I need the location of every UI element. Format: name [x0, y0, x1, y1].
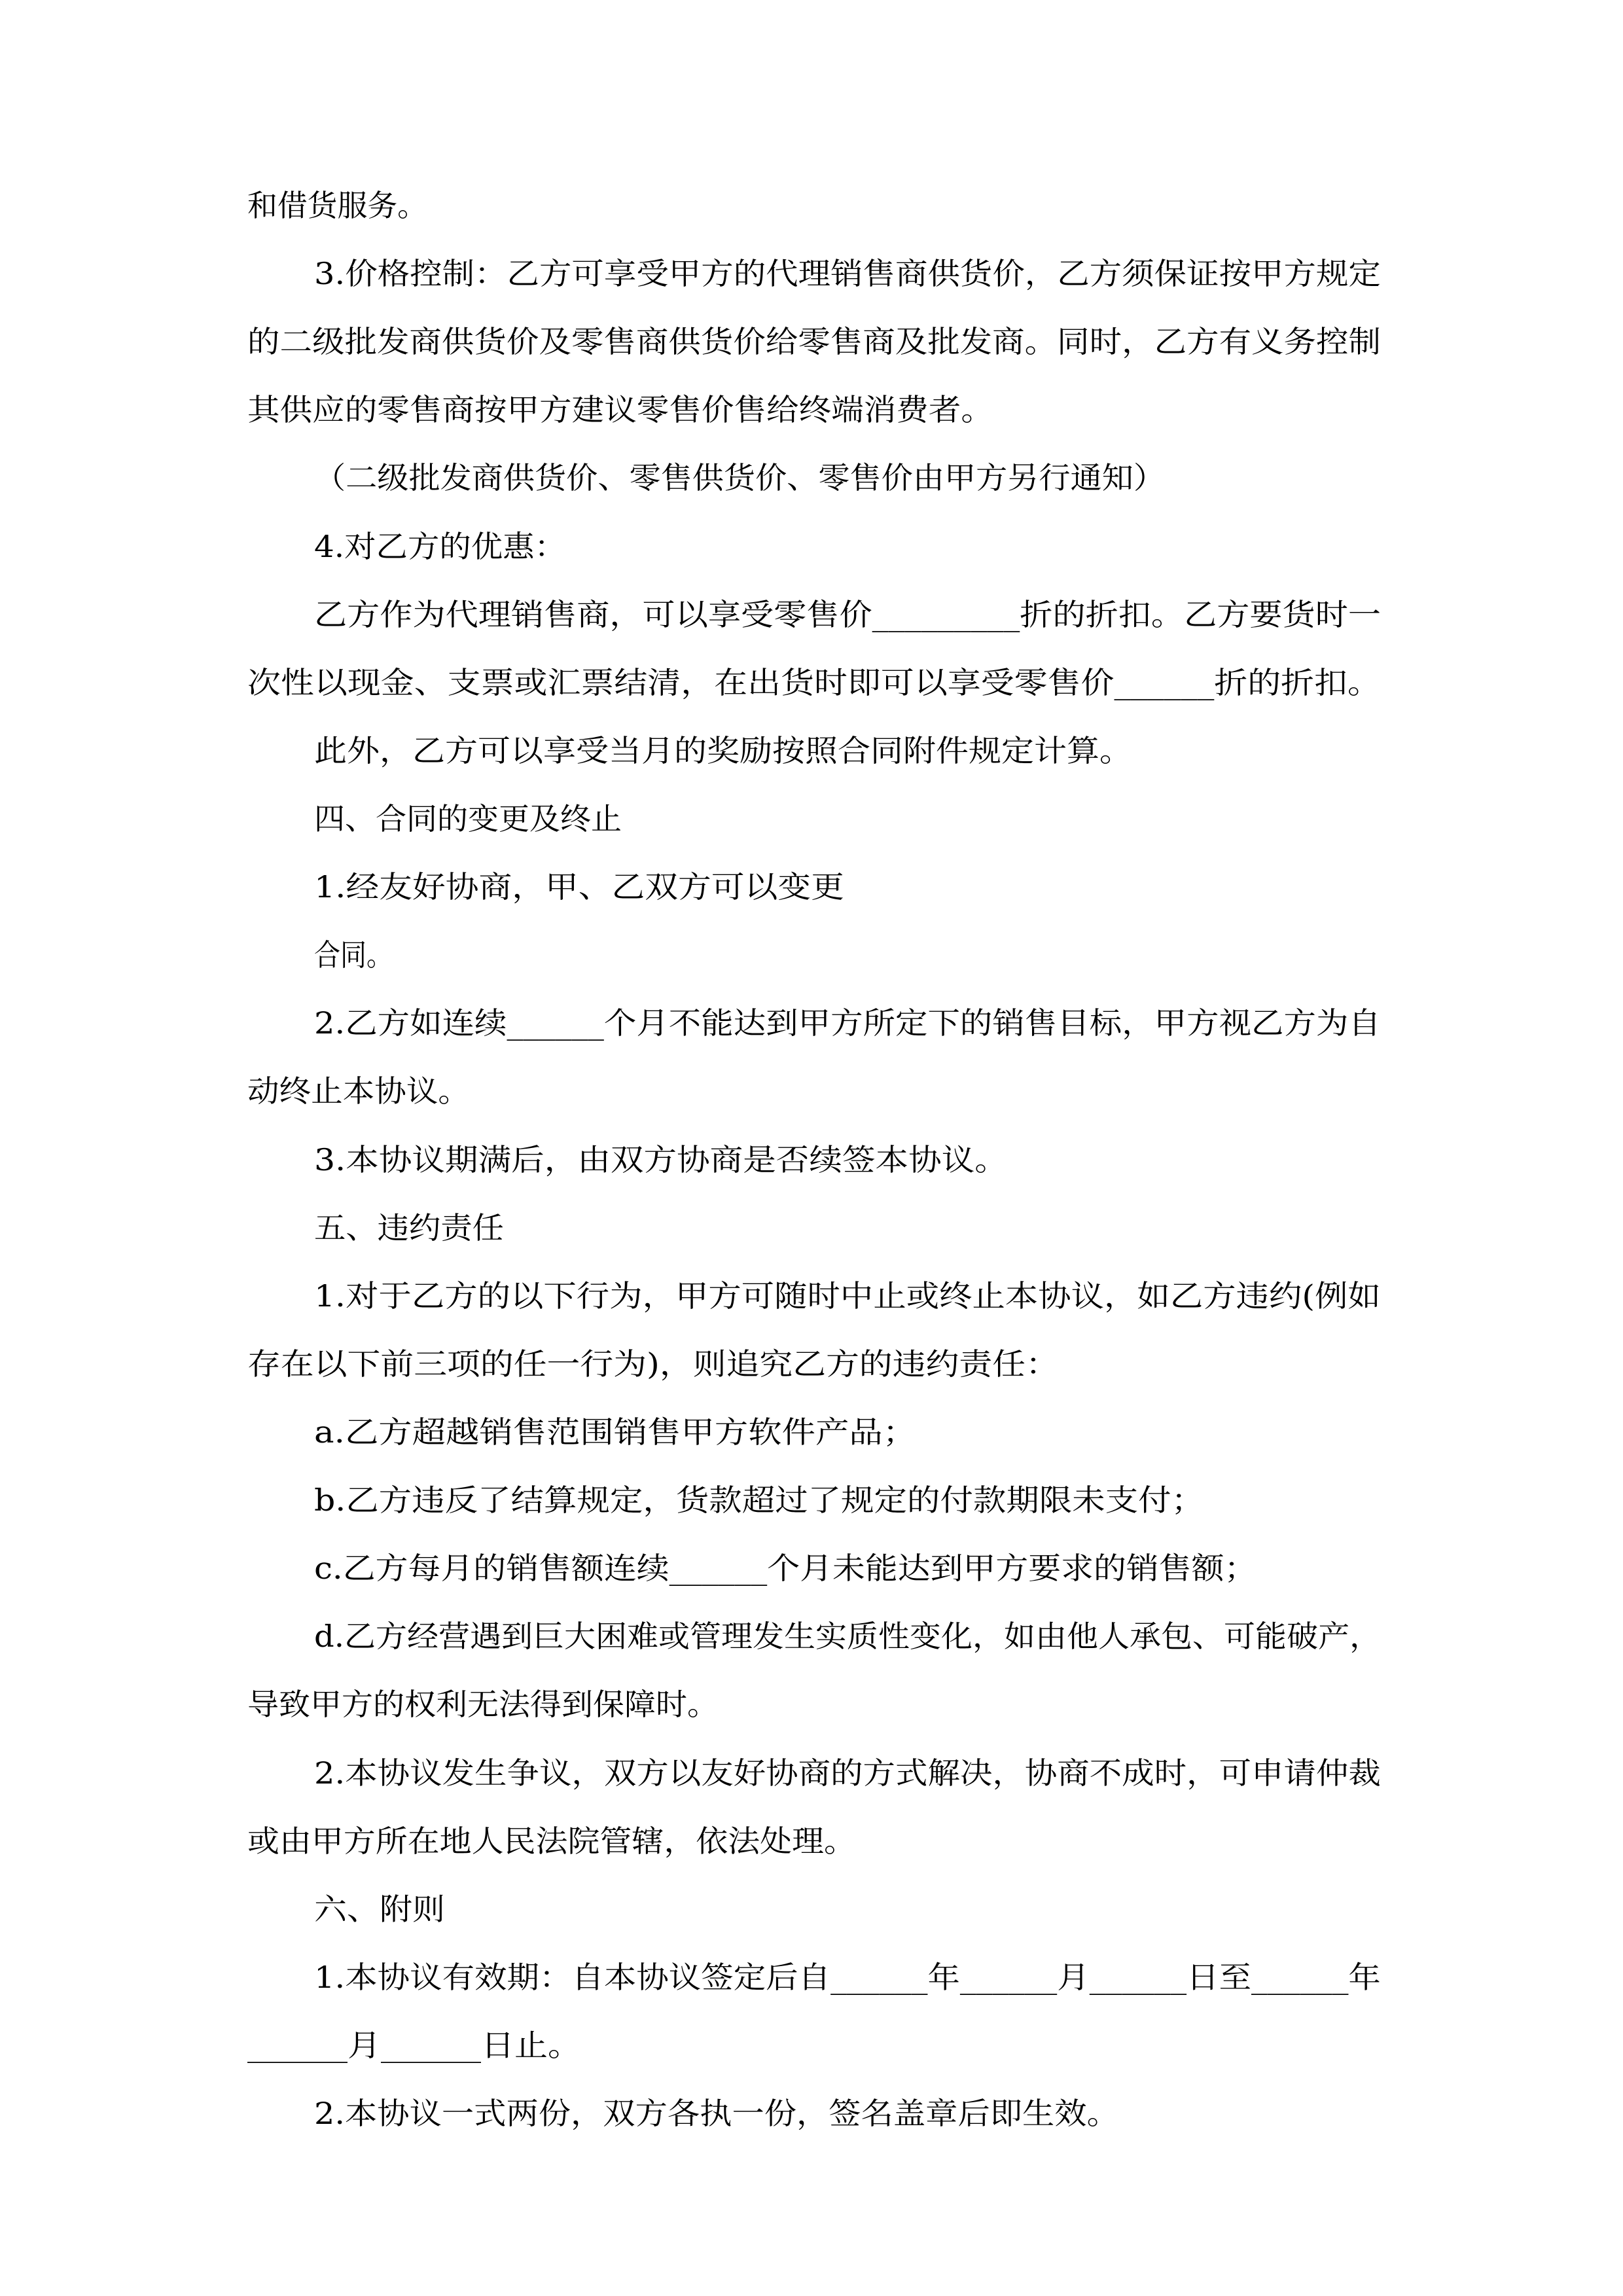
text-line: 4.对乙方的优惠： — [314, 529, 566, 564]
text-line: 合同。 — [314, 937, 393, 973]
text-line: 2.乙方如连续______个月不能达到甲方所定下的销售目标，甲方视乙方为自 — [314, 1005, 1381, 1041]
text-line: c.乙方每月的销售额连续______个月未能达到甲方要求的销售额； — [314, 1551, 1257, 1586]
text-line: d.乙方经营遇到巨大困难或管理发生实质性变化，如由他人承包、可能破产， — [314, 1619, 1382, 1654]
text-line: 导致甲方的权利无法得到保障时。 — [247, 1687, 719, 1722]
text-line: 乙方作为代理销售商，可以享受零售价_________折的折扣。乙方要货时一 — [314, 597, 1381, 632]
text-line: 动终止本协议。 — [247, 1073, 470, 1109]
text-line: 存在以下前三项的任一行为)，则追究乙方的违约责任： — [247, 1346, 1059, 1382]
text-line: ______月______日止。 — [247, 2028, 581, 2063]
text-line: 或由甲方所在地人民法院管辖，依法处理。 — [247, 1823, 856, 1859]
text-line: 3.价格控制：乙方可享受甲方的代理销售商供货价，乙方须保证按甲方规定 — [314, 256, 1381, 291]
text-line: 五、违约责任 — [314, 1210, 504, 1246]
text-line: 此外，乙方可以享受当月的奖励按照合同附件规定计算。 — [314, 733, 1132, 768]
text-line: 和借货服务。 — [247, 188, 427, 223]
text-line: 2.本协议发生争议，双方以友好协商的方式解决，协商不成时，可申请仲裁 — [314, 1755, 1381, 1791]
text-line: b.乙方违反了结算规定，货款超过了规定的付款期限未支付； — [314, 1482, 1205, 1518]
text-line: 其供应的零售商按甲方建议零售价售给终端消费者。 — [247, 392, 993, 427]
text-line: 的二级批发商供货价及零售商供货价给零售商及批发商。同时，乙方有义务控制 — [247, 324, 1381, 359]
text-line: 次性以现金、支票或汇票结清，在出货时即可以享受零售价______折的折扣。 — [247, 665, 1381, 700]
text-line: 四、合同的变更及终止 — [314, 801, 622, 836]
text-line: 1.经友好协商，甲、乙双方可以变更 — [314, 869, 844, 905]
text-line: 3.本协议期满后，由双方协商是否续签本协议。 — [314, 1142, 1008, 1177]
text-line: （二级批发商供货价、零售供货价、零售价由甲方另行通知） — [314, 460, 1166, 495]
text-line: 1.对于乙方的以下行为，甲方可随时中止或终止本协议，如乙方违约(例如 — [314, 1278, 1381, 1314]
text-line: 2.本协议一式两份，双方各执一份，签名盖章后即生效。 — [314, 2096, 1119, 2131]
text-line: a.乙方超越销售范围销售甲方软件产品； — [314, 1414, 917, 1450]
text-line: 六、附则 — [314, 1892, 445, 1927]
text-line: 1.本协议有效期：自本协议签定后自______年______月______日至______年 — [314, 1960, 1381, 1995]
